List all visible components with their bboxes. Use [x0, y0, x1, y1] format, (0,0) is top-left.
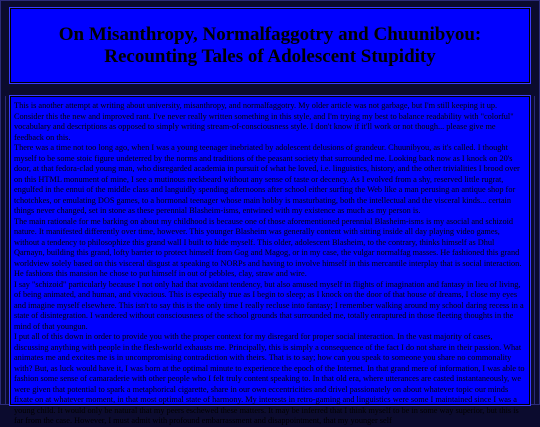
page-title: On Misanthropy, Normalfaggotry and Chuunibyou: Recounting Tales of Adolescent Stupidity: [58, 23, 482, 67]
article-paragraph: The main rationale for me barking on about my childhood is because one of those aforementioned perennial Blasheim-isms is my asocial and schizoid nature. It manifested differently over time, however. This younger Blasheim was generally content with sitting inside all day playing video games, without a tendency to philosophize this grand wall I built to hide myself. This older, adolescent Blasheim, to the contrary, thinks himself as Dhul Qarnayn, building this grand, lofty barrier to protect himself from Gog and Magog, or in my case, the vulgar normalfag masses. He fashioned this grand worldview solely based on this visceral disgust at speaking to NORPs and having to involve himself in this mercantile interplay that is social interaction. He fashions this mansion he chose to put himself in out of pebbles, clay, straw and wire.: [14, 216, 522, 278]
article-paragraph: There was a time not too long ago, when I was a young teenager inebriated by adolescent delusions of grandeur. Chuunibyou, as it's called. I thought myself to be some stoic figure undeterred by the norms and traditions of the peasant society that surrounded me. Looking back now as I knock on 20's door, at that fedora-clad young man, who disregarded academia in pursuit of what he loved, i.e. linguistics, history, and the other trivialities I brood over on this HTML monument of mine, I see a mutinous neckbeard without any sense of taste or decency. As I evolved from a shy, reserved little rugrat, engulfed in the ennui of the middle class and languidly spending afternoons after school either surfing the Web like a man perusing an antique shop for tchotchkes, or emulating DOS games, to a hormonal teenager whose main hobby is masturbating, both the intellectual and the visceral kinds... certain things never changed, set in stone as these perennial Blasheim-isms, entwined with my existence as much as my person is.: [14, 143, 520, 215]
article-paragraph: I say "schizoid" particularly because I not only had that avoidant tendency, but also amused myself in flights of imagination and fantasy in lieu of living, of being animated, and human, and vivacious. This is especially true as I begin to sleep; as I knock on the door of that house of dreams, I close my eyes and imagine myself elsewhere. This isn't to say this is the only time I really recluse into fantasy; I remember walking around my school daring recess in a state of disintegration. I wandered without consciousness of the school grounds that surrounded me, totally enraptured in those fleeting thoughts in the mind of that youngun.: [14, 279, 524, 331]
left-rule: [5, 96, 6, 405]
article-paragraph: This is another attempt at writing about university, misanthropy, and normalfaggotry. My older article was not garbage, but I'm still keeping it up. Consider this the new and improved rant. I've never really written something in this style, and I'm trying my best to balance readability with "colorful" vocabulary and descriptions as opposed to simply writing stream-of-consciousness style. I don't know if it'll work or not though... please give me feedback on this.: [14, 101, 514, 142]
right-rule: [534, 96, 535, 405]
title-panel: [10, 8, 530, 83]
article-panel[interactable]: [10, 96, 530, 425]
article-paragraph: I put all of this down in order to provide you with the proper context for my disregard for proper social interaction. In the vast majority of cases, discussing anything with people in the flesh-world exhausts me. Principally, this is simply a consequence of the fact I do not share in their passion. What animates me and excites me is in uncompromising contradiction with theirs. That is to say; how can you speak to someone you share no commonality with? But, as luck would have it, I was born at the optimal minute to experience the epoch of the Internet. In that grand mere of information, I was able to fashion some sense of camaraderie with other people who I felt truly content speaking to. In that old era, where utterances are casted instantaneously, we were given that potential to spark a metaphorical cigarette, share in our own eccentricities and drivel passionately on about whatever topic our minds fixate on at whatever moment, in that most optimal state of harmony. My interests in retro-gaming and linguistics were some I maintained since I was a young child. It would only be natural that my peers eschewed these matters. It may be inferred that I think myself to be in some way superior, but this is far from the case. However, I must admit with profound embarrassment and disappointment, that my younger self: [14, 332, 525, 425]
